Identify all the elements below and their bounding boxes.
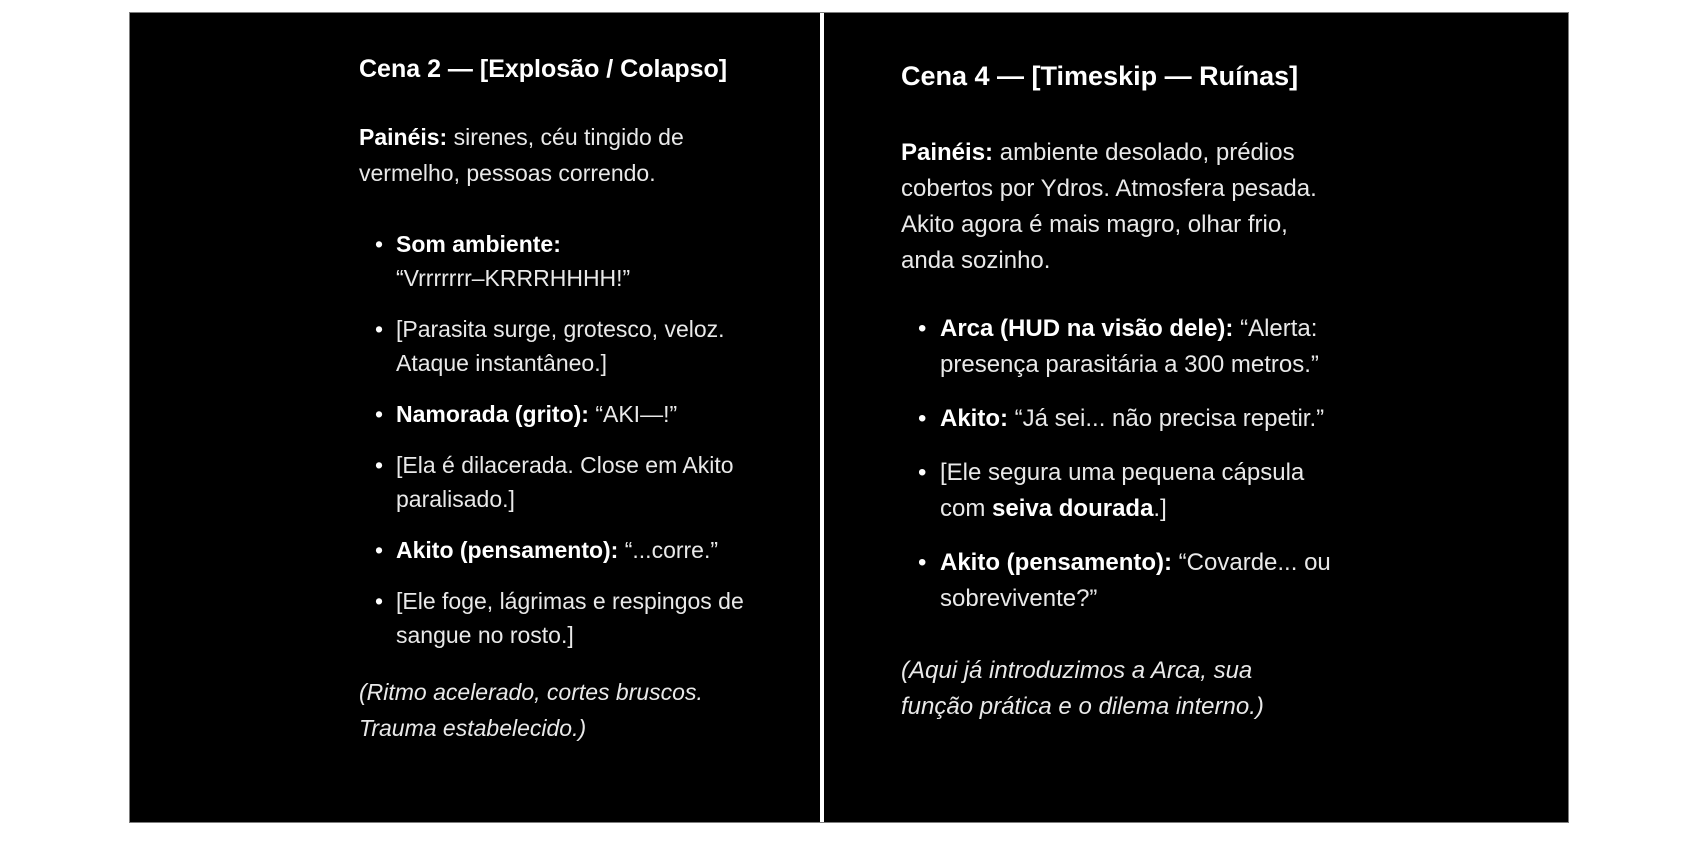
- scene-4-heading: Cena 4 — [Timeskip — Ruínas]: [901, 61, 1299, 91]
- bullet-item: [359, 448, 802, 516]
- text-line: Som ambiente:: [396, 231, 561, 257]
- text-line: Trauma estabelecido.): [359, 715, 587, 741]
- bullet-item: [901, 455, 1550, 527]
- bullet-marker-icon: •: [918, 459, 927, 486]
- text-line: cobertos por Ydros. Atmosfera pesada.: [901, 175, 1317, 202]
- scene-4-panel: [824, 13, 1568, 822]
- bullet-item: [901, 401, 1550, 437]
- bullet-item: [359, 227, 802, 295]
- bullet-marker-icon: •: [918, 405, 927, 432]
- text-line: Akito (pensamento): “Covarde... ou: [940, 549, 1331, 576]
- scene-2-heading: Cena 2 — [Explosão / Colapso]: [359, 55, 728, 83]
- text-line: Arca (HUD na visão dele): “Alerta:: [940, 315, 1318, 342]
- bullet-marker-icon: •: [375, 588, 384, 614]
- text-line: (Aqui já introduzimos a Arca, sua: [901, 657, 1253, 684]
- bullet-marker-icon: •: [375, 401, 384, 427]
- text-line: com seiva dourada.]: [940, 495, 1167, 522]
- text-line: Painéis: sirenes, céu tingido de: [359, 124, 684, 150]
- script-panels-frame: [129, 12, 1569, 823]
- text-line: [Parasita surge, grotesco, veloz.: [396, 316, 725, 342]
- bullet-marker-icon: •: [918, 315, 927, 342]
- bullet-marker-icon: •: [375, 316, 384, 342]
- text-line: [Ele foge, lágrimas e respingos de: [396, 588, 744, 614]
- text-line: Akito (pensamento): “...corre.”: [396, 537, 719, 563]
- text-line: Ataque instantâneo.]: [396, 350, 607, 376]
- text-line: função prática e o dilema interno.): [901, 693, 1264, 720]
- bullet-item: [901, 311, 1550, 383]
- text-line: [Ela é dilacerada. Close em Akito: [396, 452, 734, 478]
- bullet-marker-icon: •: [375, 231, 384, 257]
- bullet-marker-icon: •: [375, 537, 384, 563]
- text-line: Akito agora é mais magro, olhar frio,: [901, 211, 1288, 238]
- text-line: Akito: “Já sei... não precisa repetir.”: [940, 405, 1325, 432]
- bullet-item: [359, 584, 802, 652]
- scene-4-bullet-list: [901, 311, 1550, 617]
- bullet-marker-icon: •: [375, 452, 384, 478]
- text-line: anda sozinho.: [901, 247, 1051, 274]
- scene-2-intro: [359, 119, 802, 191]
- text-line: paralisado.]: [396, 486, 515, 512]
- scene-2-bullet-list: [359, 227, 802, 652]
- scene-4-intro: [901, 135, 1550, 279]
- text-line: [Ele segura uma pequena cápsula: [940, 459, 1305, 486]
- text-line: sobrevivente?”: [940, 585, 1098, 612]
- text-line: Namorada (grito): “AKI—!”: [396, 401, 678, 427]
- bullet-marker-icon: •: [918, 549, 927, 576]
- scene-4-direction-note: [901, 653, 1550, 725]
- text-line: (Ritmo acelerado, cortes bruscos.: [359, 679, 703, 705]
- bullet-item: [359, 397, 802, 431]
- bullet-item: [359, 533, 802, 567]
- bullet-item: [359, 312, 802, 380]
- text-line: vermelho, pessoas correndo.: [359, 160, 656, 186]
- text-line: presença parasitária a 300 metros.”: [940, 351, 1319, 378]
- scene-2-panel: [130, 13, 820, 822]
- text-line: sangue no rosto.]: [396, 622, 574, 648]
- scene-2-direction-note: [359, 674, 802, 746]
- bullet-item: [901, 545, 1550, 617]
- text-line: Painéis: ambiente desolado, prédios: [901, 139, 1295, 166]
- text-line: “Vrrrrrrr–KRRRHHHH!”: [396, 265, 631, 291]
